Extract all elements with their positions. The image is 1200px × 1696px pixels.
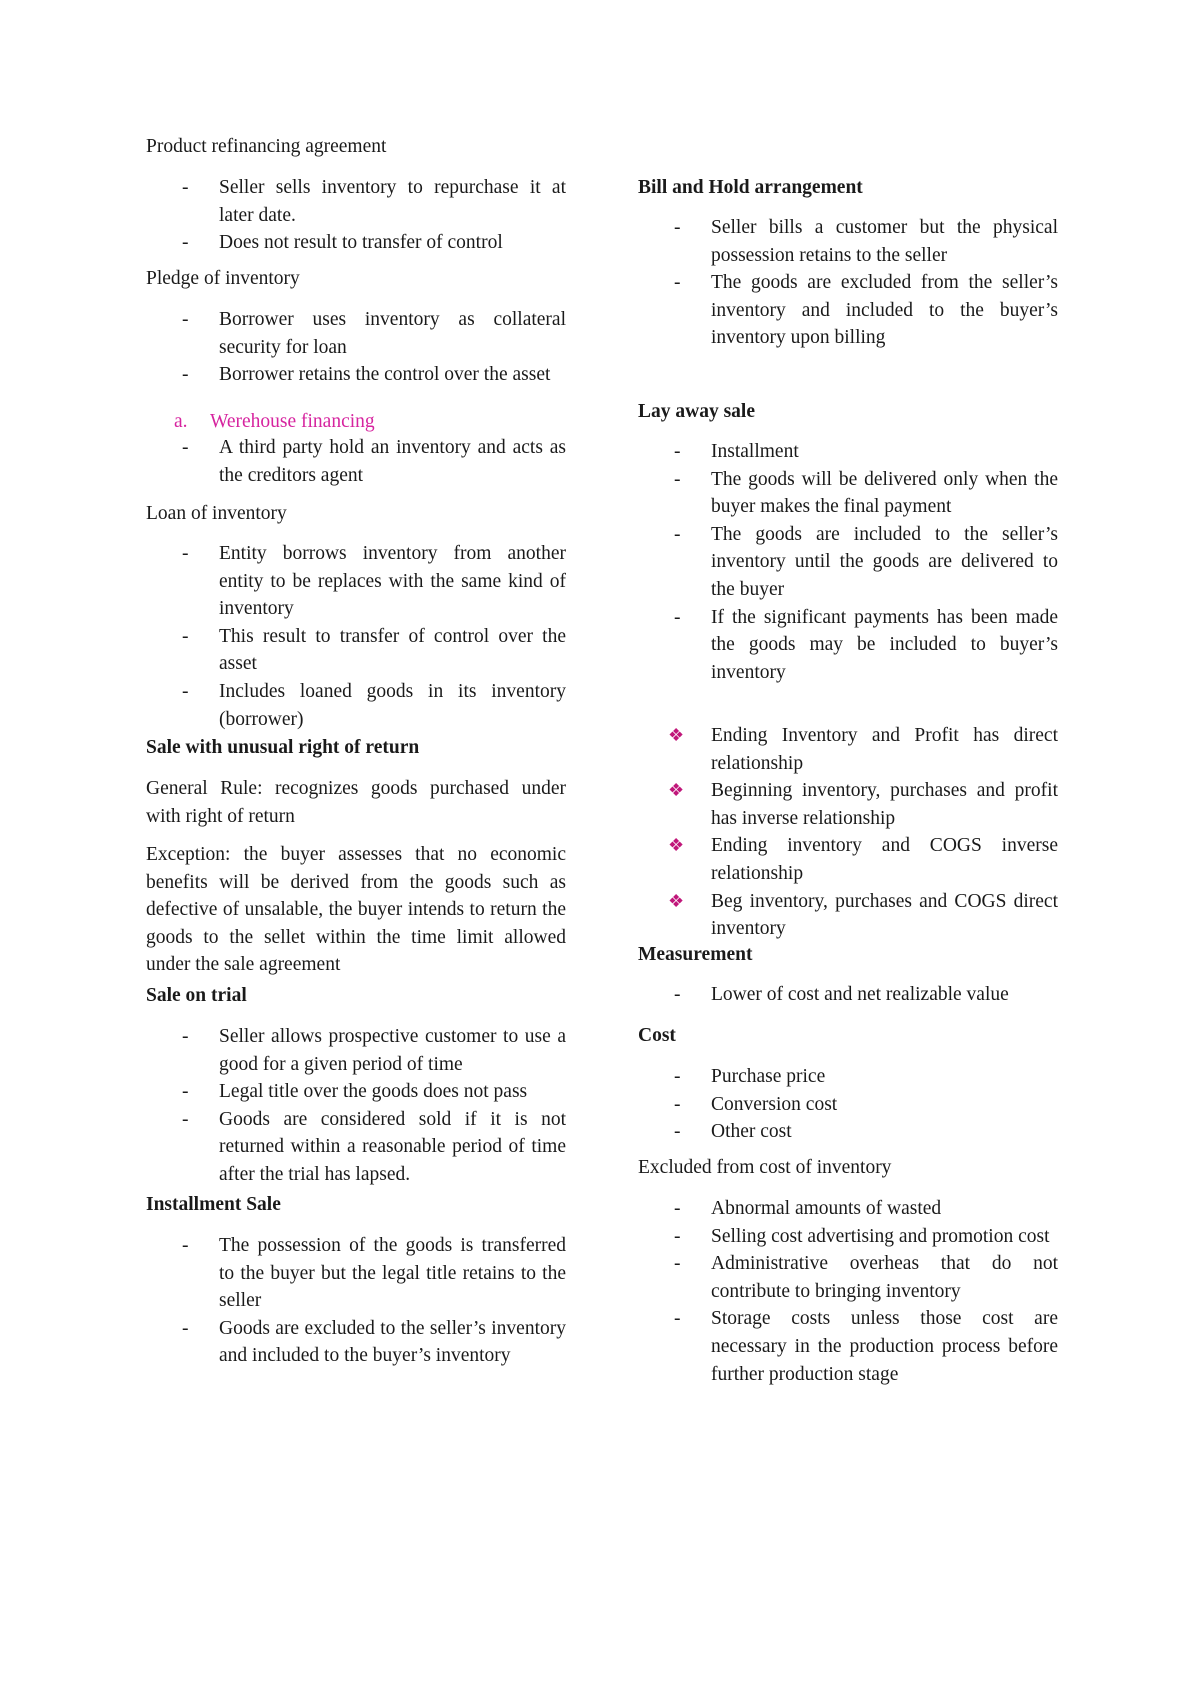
lay-away-heading: Lay away sale [638, 401, 755, 422]
excluded-heading: Excluded from cost of inventory [638, 1157, 892, 1178]
list-item [638, 888, 1058, 943]
diamond-star-bullet-icon: ❖ [668, 780, 685, 801]
cost-list [638, 1063, 1058, 1146]
installment-heading: Installment Sale [146, 1194, 281, 1215]
list-item: - The goods are included to the seller’s inventory until the goods are delivered to the buyer [638, 521, 1058, 604]
list-item: - Legal title over the goods does not pass [146, 1078, 566, 1106]
list-item [146, 408, 566, 436]
list-item: - Borrower retains the control over the asset [146, 361, 566, 389]
list-item [638, 832, 1058, 887]
list-item: - If the significant payments has been made the goods may be included to buyer’s inventory [638, 604, 1058, 687]
list-item: - Conversion cost [638, 1091, 1058, 1119]
list-item: - Entity borrows inventory from another entity to be replaces with the same kind of inventory [146, 540, 566, 623]
list-item: - Goods are considered sold if it is not returned within a reasonable period of time after the trial has lapsed. [146, 1106, 566, 1189]
measurement-heading: Measurement [638, 944, 753, 965]
pledge-sublist [146, 408, 566, 436]
list-item-text: Beginning inventory, purchases and profit has inverse relationship [711, 780, 1058, 829]
list-marker: a. [174, 411, 188, 432]
list-item: - Seller allows prospective customer to use a good for a given period of time [146, 1023, 566, 1078]
pledge-heading: Pledge of inventory [146, 268, 300, 289]
sale-on-trial-list [146, 1023, 566, 1189]
bill-and-hold-heading: Bill and Hold arrangement [638, 177, 863, 198]
list-item: - This result to transfer of control over the asset [146, 623, 566, 678]
loan-heading: Loan of inventory [146, 503, 287, 524]
list-item: - A third party hold an inventory and acts as the creditors agent [146, 434, 566, 489]
list-item: - Seller sells inventory to repurchase it at later date. [146, 174, 566, 229]
list-item-text: Beg inventory, purchases and COGS direct inventory [711, 890, 1058, 940]
list-item: - Purchase price [638, 1063, 1058, 1091]
warehouse-financing-list [146, 434, 566, 489]
product-refinancing-heading: Product refinancing agreement [146, 136, 387, 157]
diamond-star-bullet-icon: ❖ [668, 725, 685, 745]
list-item [638, 777, 1058, 832]
bill-and-hold-list [638, 214, 1058, 352]
diamond-star-bullet-icon: ❖ [668, 890, 685, 911]
lay-away-list [638, 438, 1058, 686]
list-item-text: Ending Inventory and Profit has direct relationship [711, 725, 1058, 774]
list-item: - The possession of the goods is transferred to the buyer but the legal title retains to the seller [146, 1232, 566, 1315]
list-item: - Goods are excluded to the seller’s inventory and included to the buyer’s inventory [146, 1315, 566, 1370]
measurement-list [638, 981, 1058, 1009]
list-item: - Storage costs unless those cost are necessary in the production process before further production stage [638, 1305, 1058, 1388]
list-item: - Borrower uses inventory as collateral security for loan [146, 306, 566, 361]
list-item: - Administrative overheas that do not contribute to bringing inventory [638, 1250, 1058, 1305]
general-rule-text: General Rule: recognizes goods purchased under with right of return [146, 778, 566, 827]
list-item: - Abnormal amounts of wasted [638, 1195, 1058, 1223]
list-item: - Other cost [638, 1118, 1058, 1146]
list-item: - Lower of cost and net realizable value [638, 981, 1058, 1009]
list-item: - The goods are excluded from the seller’s inventory and included to the buyer’s inventory upon billing [638, 269, 1058, 352]
product-refinancing-list [146, 174, 566, 257]
cost-heading: Cost [638, 1025, 676, 1046]
relationships-list [638, 722, 1058, 943]
excluded-list [638, 1195, 1058, 1388]
pledge-list [146, 306, 566, 389]
list-item [638, 722, 1058, 777]
list-item: - Includes loaned goods in its inventory (borrower) [146, 678, 566, 733]
unusual-return-heading: Sale with unusual right of return [146, 737, 420, 758]
list-item-text: Ending inventory and COGS inverse relationship [711, 835, 1058, 884]
diamond-star-bullet-icon: ❖ [668, 835, 685, 856]
installment-list [146, 1232, 566, 1370]
loan-list [146, 540, 566, 733]
sale-on-trial-heading: Sale on trial [146, 985, 247, 1006]
list-item: - Selling cost advertising and promotion cost [638, 1223, 1058, 1251]
list-item: - Does not result to transfer of control [146, 229, 566, 257]
list-item: - The goods will be delivered only when the buyer makes the final payment [638, 466, 1058, 521]
list-item: - Seller bills a customer but the physical possession retains to the seller [638, 214, 1058, 269]
exception-text: Exception: the buyer assesses that no economic benefits will be derived from the goods such as defective of unsalable, the buyer intends to return the goods to the sellet within the time limit allowed under the sale agreement [146, 844, 566, 976]
list-item: - Installment [638, 438, 1058, 466]
warehouse-financing-heading: Werehouse financing [210, 411, 375, 432]
